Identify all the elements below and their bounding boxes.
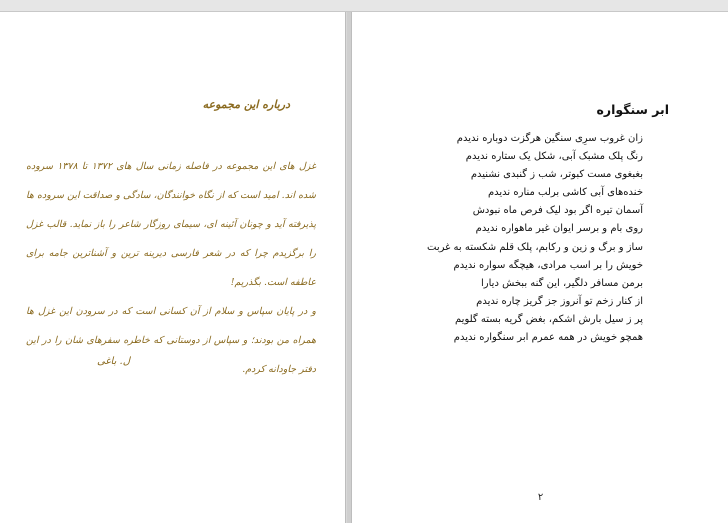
viewer-top-bar (0, 0, 728, 12)
note-body (26, 152, 316, 384)
poem-line: از کنار زخم تو آنروز جز گریز چاره ندیدم (476, 295, 643, 307)
page-number: ۲ (537, 492, 544, 503)
poem-line: خویش را بر اسب مرادی، هیچگه سواره ندیدم (453, 259, 643, 271)
poem-line: خنده‌های آبی کاشی برلب مناره ندیدم (487, 187, 643, 199)
poem-line: رنگ پلک مشبک آبی، شکل یک ستاره ندیدم (465, 151, 643, 163)
poem-line: برمن مسافر دلگیر، این گنه ببخش دیارا (481, 277, 643, 289)
poem-line: آسمان تیره اگر بود لیک فرص ماه نبودش (472, 205, 643, 217)
poem-line: بغبغوی مست کبوتر، شب ز گنبدی نشنیدم (470, 169, 643, 181)
poem-title: ابر سنگواره (596, 102, 669, 117)
poem-line: روی بام و برسر ایوان غیر ماهواره ندیدم (475, 223, 643, 235)
note-paragraph: غزل های این مجموعه در فاصله زمانی سال های ۱۳۷۲ تا ۱۳۷۸ سروده شده اند. امید است که از نگاه خوانندگان، سادگی و صداقت این سروده ها پذیرفته آید و چونان آئینه ای، سیمای روزگار شاعر را باز نماید. قالب غزل را برگزیدم چرا که در شعر فارسی دیرینه ترین و آشناترین جامه برای عاطفه است. بگذریم! (26, 161, 316, 288)
poem-line: پر ز سیل بارش اشکم، بغض گریه بسته گلویم (455, 313, 643, 325)
poem-line: همچو خویش در همه عمرم ابر سنگواره ندیدم (453, 332, 643, 344)
poem-line: زان غروب سرِی سنگین هرگزت دوباره ندیدم (456, 133, 643, 144)
note-signature: ل. باغی (96, 356, 130, 367)
poem-line: ساز و برگ و زین و رکابم، پلک قلم شکسته به غربت (427, 241, 643, 253)
left-page (0, 12, 346, 523)
right-page (351, 12, 728, 523)
note-heading: درباره این مجموعه (202, 98, 290, 111)
poem-body (372, 130, 643, 347)
note-paragraph: و در پایان سپاس و سلام از آن کسانی است که در سرودن این غزل ها همراه من بودند؛ و سپاس از دوستانی که خاطره سفرهای شان را در این دفتر جاودانه کردم. (26, 306, 316, 375)
